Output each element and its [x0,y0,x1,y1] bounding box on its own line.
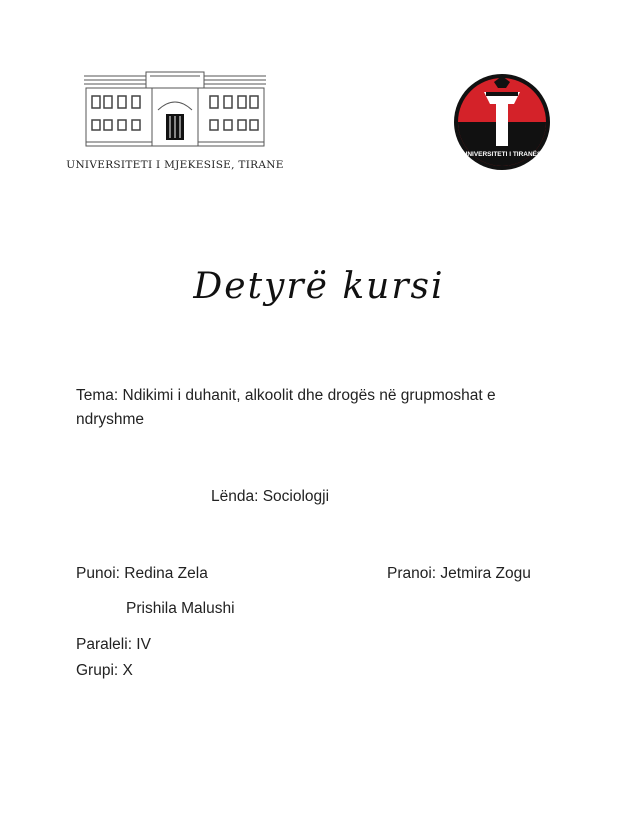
seal-text: UNIVERSITETI I TIRANËS [462,151,542,158]
topic-line: Tema: Ndikimi i duhanit, alkoolit dhe drogës në grupmoshat e ndryshme [76,387,496,428]
subject-line: Lënda: Sociologji [211,488,330,505]
document-title: Detyrë kursi [193,266,445,307]
author-line: Punoi: Redina Zela [76,565,208,582]
receiver-line: Pranoi: Jetmira Zogu [387,565,531,582]
second-author-line: Prishila Malushi [126,600,235,617]
university-building-logo [66,70,284,175]
university-logo-caption: UNIVERSITETI I MJEKESISE, TIRANE [66,159,284,171]
group-line: Grupi: X [76,662,133,679]
class-line: Paraleli: IV [76,636,151,653]
university-seal-logo [450,72,556,172]
